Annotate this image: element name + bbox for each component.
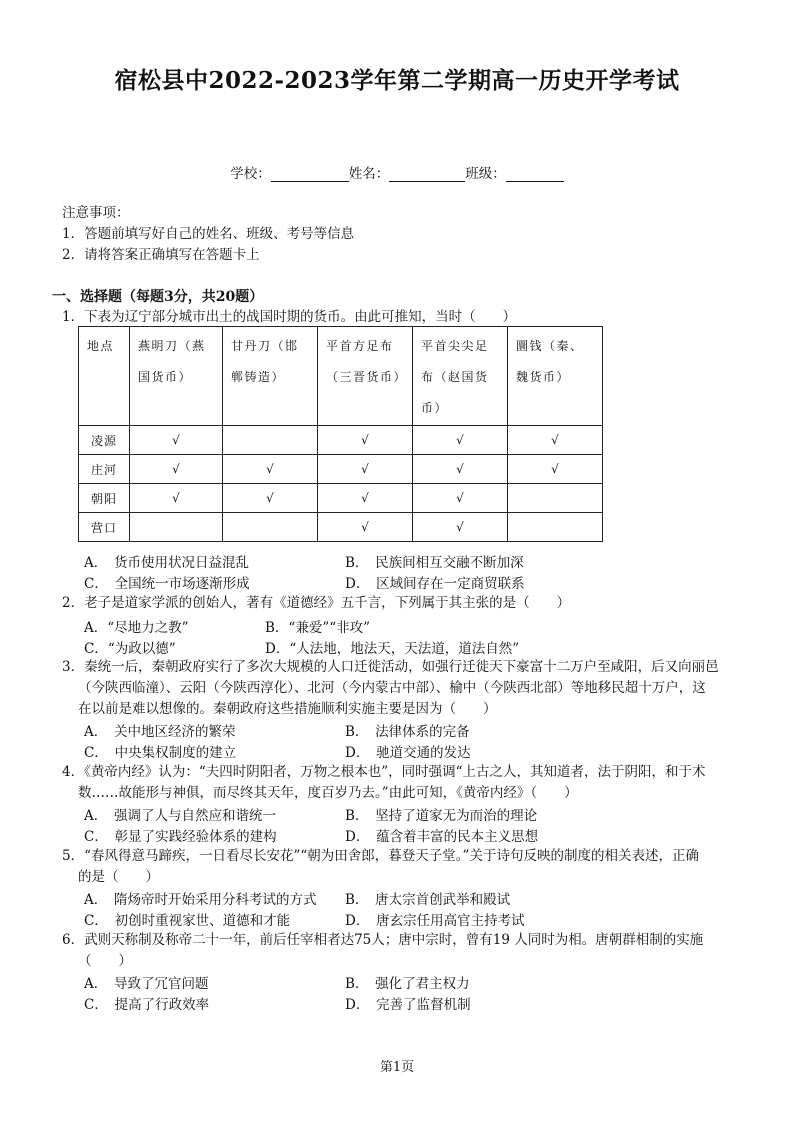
table-cell xyxy=(508,513,603,542)
question-3-stem: （今陕西临潼）、云阳（今陕西淳化）、北河（今内蒙古中部）、榆中（今陕西北部）等地移民超十万户，这 xyxy=(78,680,706,696)
table-row xyxy=(79,455,603,484)
table-cell xyxy=(130,513,223,542)
header-fangzu-bu: 平首方足布（三晋货币） xyxy=(318,327,413,426)
table-cell: 凌源 xyxy=(79,426,130,455)
header-location: 地点 xyxy=(79,327,130,426)
table-cell: √ xyxy=(318,455,413,484)
option-d[interactable]: D．“人法地，地法天，天法道，道法自然” xyxy=(265,641,520,657)
table-cell: √ xyxy=(130,484,223,513)
table-cell: √ xyxy=(413,426,508,455)
option-c[interactable]: C． 提高了行政效率 xyxy=(84,997,210,1013)
question-4-stem: 数……故能形与神俱，而尽终其天年，度百岁乃去。”由此可知，《黄帝内经》（ ） xyxy=(78,785,578,801)
section-heading: 一、选择题（每题3分，共20题） xyxy=(52,289,264,305)
student-info-line xyxy=(0,162,794,182)
question-1-stem: 1．下表为辽宁部分城市出土的战国时期的货币。由此可推知，当时（ ） xyxy=(62,309,517,325)
school-blank[interactable] xyxy=(271,167,349,182)
table-cell: √ xyxy=(130,455,223,484)
table-row xyxy=(79,513,603,542)
name-blank[interactable] xyxy=(389,167,465,182)
table-cell: √ xyxy=(223,484,318,513)
option-d[interactable]: D． 蕴含着丰富的民本主义思想 xyxy=(345,829,539,845)
table-cell: √ xyxy=(508,455,603,484)
table-cell xyxy=(508,484,603,513)
table-cell: √ xyxy=(508,426,603,455)
option-a[interactable]: A． 导致了冗官问题 xyxy=(84,976,209,992)
option-b[interactable]: B． 法律体系的完备 xyxy=(345,724,470,740)
question-4-stem: 4．《黄帝内经》认为：“夫四时阴阳者，万物之根本也”，同时强调“上古之人，其知道者，法于阴阳，和于术 xyxy=(62,764,706,780)
option-d[interactable]: D． 唐玄宗任用高官主持考试 xyxy=(345,913,525,929)
table-cell: √ xyxy=(413,455,508,484)
option-b[interactable]: B． 民族间相互交融不断加深 xyxy=(345,555,524,571)
note-item: 1．答题前填写好自己的姓名、班级、考号等信息 xyxy=(62,226,355,242)
option-b[interactable]: B． 坚持了道家无为而治的理论 xyxy=(345,808,538,824)
table-cell: √ xyxy=(130,426,223,455)
table-cell: 庄河 xyxy=(79,455,130,484)
option-b[interactable]: B． 唐太宗首创武举和殿试 xyxy=(345,892,511,908)
class-label: 班级： xyxy=(465,166,506,182)
table-cell: √ xyxy=(318,484,413,513)
option-d[interactable]: D． 完善了监督机制 xyxy=(345,997,471,1013)
option-b[interactable]: B．“兼爱”“非攻” xyxy=(265,620,371,636)
table-header-row xyxy=(79,327,603,426)
option-a[interactable]: A． 强调了人与自然应和谐统一 xyxy=(84,808,276,824)
question-5-stem: 5．“春风得意马蹄疾，一日看尽长安花”“朝为田舍郎，暮登天子堂。”关于诗句反映的制度的相关表述，正确 xyxy=(62,848,699,864)
school-label: 学校： xyxy=(230,166,271,182)
question-2-stem: 2．老子是道家学派的创始人，著有《道德经》五千言，下列属于其主张的是（ ） xyxy=(62,595,571,611)
option-c[interactable]: C． 中央集权制度的建立 xyxy=(84,745,237,761)
option-c[interactable]: C． 彰显了实践经验体系的建构 xyxy=(84,829,277,845)
header-yan-mingdao: 燕明刀（燕国货币） xyxy=(130,327,223,426)
header-gandan-dao: 甘丹刀（邯郸铸造） xyxy=(223,327,318,426)
note-item: 2．请将答案正确填写在答题卡上 xyxy=(62,247,260,263)
class-blank[interactable] xyxy=(506,167,564,182)
table-row xyxy=(79,426,603,455)
header-huan-qian: 圜钱（秦、魏货币） xyxy=(508,327,603,426)
table-row xyxy=(79,484,603,513)
table-cell: 营口 xyxy=(79,513,130,542)
option-c[interactable]: C．“为政以德” xyxy=(84,641,176,657)
table-cell: √ xyxy=(413,484,508,513)
option-b[interactable]: B． 强化了君主权力 xyxy=(345,976,470,992)
option-a[interactable]: A．“尽地力之教” xyxy=(84,620,189,636)
question-5-stem: 的是（ ） xyxy=(78,869,159,885)
name-label: 姓名： xyxy=(348,166,390,182)
question-3-stem: 3．秦统一后，秦朝政府实行了多次大规模的人口迁徙活动，如强行迁徙天下豪富十二万户至咸阳，后又向丽邑 xyxy=(62,659,719,675)
page-number: 第1页 xyxy=(379,1060,415,1075)
option-c[interactable]: C． 初创时重视家世、道德和才能 xyxy=(84,913,291,929)
table-cell: √ xyxy=(318,426,413,455)
table-cell: √ xyxy=(223,455,318,484)
question-3-stem: 在以前是难以想像的。秦朝政府这些措施顺利实施主要是因为（ ） xyxy=(78,701,497,717)
option-d[interactable]: D． 驰道交通的发达 xyxy=(345,745,471,761)
table-cell: √ xyxy=(318,513,413,542)
table-cell xyxy=(223,513,318,542)
option-c[interactable]: C． 全国统一市场逐渐形成 xyxy=(84,576,250,592)
option-a[interactable]: A． 关中地区经济的繁荣 xyxy=(84,724,236,740)
question-6-stem: （ ） xyxy=(78,953,132,969)
notes-heading: 注意事项： xyxy=(62,205,130,221)
option-a[interactable]: A． 隋炀帝时开始采用分科考试的方式 xyxy=(84,892,317,908)
question-6-stem: 6．武则天称制及称帝二十一年，前后任宰相者达75人；唐中宗时，曾有19 人同时为相。唐朝群相制的实施 xyxy=(62,932,704,948)
header-jianzu-bu: 平首尖尖足布（赵国货币） xyxy=(413,327,508,426)
table-cell xyxy=(223,426,318,455)
table-cell: 朝阳 xyxy=(79,484,130,513)
option-a[interactable]: A． 货币使用状况日益混乱 xyxy=(84,555,249,571)
coin-table xyxy=(78,326,603,542)
table-cell: √ xyxy=(413,513,508,542)
exam-title: 宿松县中2022-2023学年第二学期高一历史开学考试 xyxy=(114,67,680,94)
option-d[interactable]: D． 区域间存在一定商贸联系 xyxy=(345,576,525,592)
